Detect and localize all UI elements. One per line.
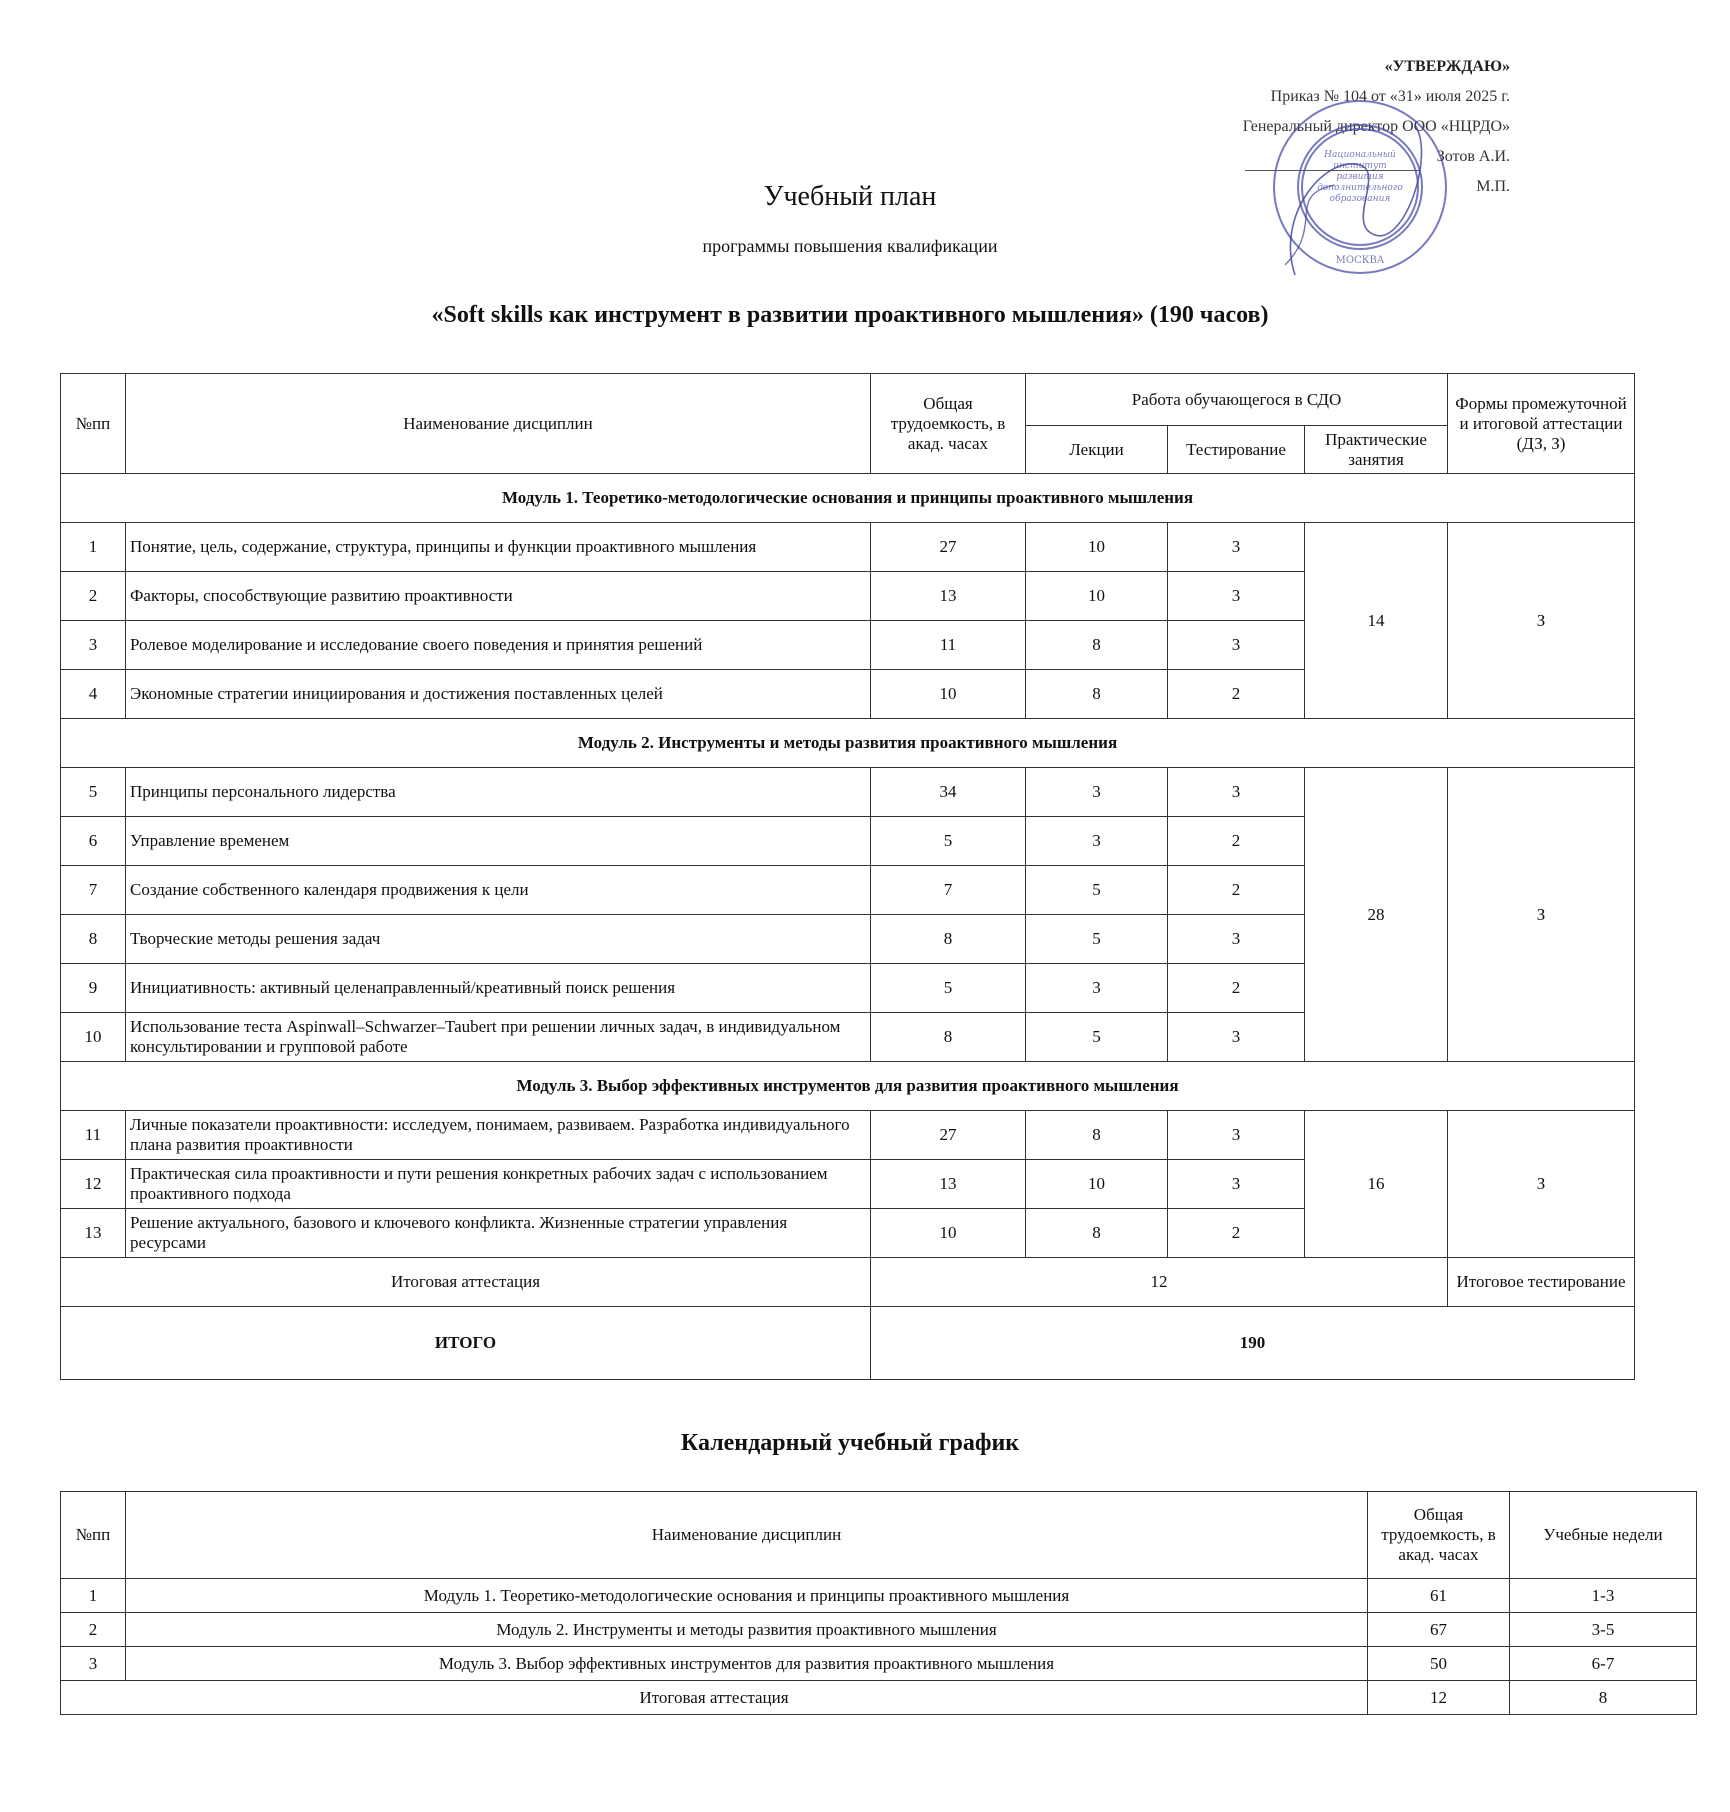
module-practice: 16	[1305, 1111, 1448, 1258]
calendar-row	[61, 1579, 1697, 1613]
row-num: 9	[61, 964, 126, 1013]
row-lectures: 3	[1026, 964, 1168, 1013]
cal-num: 2	[61, 1613, 126, 1647]
row-total: 7	[871, 866, 1026, 915]
row-lectures: 8	[1026, 621, 1168, 670]
row-testing: 3	[1168, 523, 1305, 572]
svg-text:институт: институт	[1333, 161, 1387, 171]
svg-text:Национальный: Национальный	[1324, 150, 1396, 160]
calendar-row	[61, 1647, 1697, 1681]
cal-hours: 50	[1368, 1647, 1510, 1681]
module-title: Модуль 2. Инструменты и методы развития проактивного мышления	[61, 719, 1635, 768]
cal-weeks: 6-7	[1510, 1647, 1697, 1681]
row-lectures: 3	[1026, 768, 1168, 817]
cal-final-hours: 12	[1368, 1681, 1510, 1715]
cal-header-weeks: Учебные недели	[1510, 1492, 1697, 1579]
cal-header-name: Наименование дисциплин	[126, 1492, 1368, 1579]
row-testing: 2	[1168, 964, 1305, 1013]
table-row	[61, 1111, 1635, 1160]
cal-final-weeks: 8	[1510, 1681, 1697, 1715]
cal-header-total: Общая трудоемкость, в акад. часах	[1368, 1492, 1510, 1579]
module-form: З	[1448, 523, 1635, 719]
final-form: Итоговое тестирование	[1448, 1258, 1635, 1307]
row-name: Управление временем	[126, 817, 871, 866]
module-practice: 14	[1305, 523, 1448, 719]
header-name: Наименование дисциплин	[126, 374, 871, 474]
row-total: 34	[871, 768, 1026, 817]
cal-header-num: №пп	[61, 1492, 126, 1579]
approval-seal-mark: М.П.	[1476, 178, 1510, 195]
program-title: «Soft skills как инструмент в развитии проактивного мышления» (190 часов)	[431, 302, 1269, 328]
header-forms: Формы промежуточной и итоговой аттестации (ДЗ, З)	[1448, 374, 1635, 474]
cal-final-label: Итоговая аттестация	[61, 1681, 1368, 1715]
row-lectures: 8	[1026, 1111, 1168, 1160]
row-lectures: 10	[1026, 572, 1168, 621]
row-total: 8	[871, 915, 1026, 964]
row-testing: 3	[1168, 621, 1305, 670]
row-name: Личные показатели проактивности: исследуем, понимаем, развиваем. Разработка индивидуального плана развития проактивности	[126, 1111, 871, 1160]
row-total: 27	[871, 523, 1026, 572]
row-lectures: 8	[1026, 670, 1168, 719]
module-form: З	[1448, 1111, 1635, 1258]
row-testing: 2	[1168, 866, 1305, 915]
total-hours: 190	[871, 1307, 1635, 1380]
row-num: 10	[61, 1013, 126, 1062]
svg-text:дополнительного: дополнительного	[1317, 183, 1403, 193]
svg-text:МОСКВА: МОСКВА	[1335, 255, 1385, 266]
row-testing: 3	[1168, 768, 1305, 817]
calendar-table	[60, 1491, 1697, 1715]
header-work: Работа обучающегося в СДО	[1026, 374, 1448, 426]
row-lectures: 5	[1026, 866, 1168, 915]
row-testing: 2	[1168, 670, 1305, 719]
table-header-row	[61, 374, 1635, 426]
row-testing: 3	[1168, 1160, 1305, 1209]
row-lectures: 5	[1026, 915, 1168, 964]
header-practice: Практические занятия	[1305, 426, 1448, 474]
row-num: 13	[61, 1209, 126, 1258]
row-total: 13	[871, 572, 1026, 621]
row-num: 7	[61, 866, 126, 915]
row-name: Использование теста Aspinwall–Schwarzer–Taubert при решении личных задач, в индивидуальном консультировании и групповой работе	[126, 1013, 871, 1062]
approval-name: Зотов А.И.	[1436, 148, 1510, 165]
approval-order: Приказ № 104 от «31» июля 2025 г.	[1270, 88, 1510, 105]
row-name: Создание собственного календаря продвижения к цели	[126, 866, 871, 915]
cal-hours: 61	[1368, 1579, 1510, 1613]
row-num: 2	[61, 572, 126, 621]
row-total: 5	[871, 817, 1026, 866]
total-row	[61, 1307, 1635, 1380]
module-title: Модуль 1. Теоретико-методологические основания и принципы проактивного мышления	[61, 474, 1635, 523]
row-num: 12	[61, 1160, 126, 1209]
header-num: №пп	[61, 374, 126, 474]
final-hours: 12	[871, 1258, 1448, 1307]
cal-name: Модуль 3. Выбор эффективных инструментов для развития проактивного мышления	[126, 1647, 1368, 1681]
row-num: 8	[61, 915, 126, 964]
row-name: Творческие методы решения задач	[126, 915, 871, 964]
row-lectures: 10	[1026, 523, 1168, 572]
row-num: 3	[61, 621, 126, 670]
row-name: Практическая сила проактивности и пути решения конкретных рабочих задач с использованием проактивного подхода	[126, 1160, 871, 1209]
header-total: Общая трудоемкость, в акад. часах	[871, 374, 1026, 474]
svg-text:развития: развития	[1336, 172, 1384, 182]
calendar-row	[61, 1613, 1697, 1647]
cal-num: 1	[61, 1579, 126, 1613]
row-name: Понятие, цель, содержание, структура, принципы и функции проактивного мышления	[126, 523, 871, 572]
row-testing: 2	[1168, 1209, 1305, 1258]
row-total: 11	[871, 621, 1026, 670]
row-num: 1	[61, 523, 126, 572]
row-total: 10	[871, 670, 1026, 719]
row-name: Решение актуального, базового и ключевого конфликта. Жизненные стратегии управления ресурсами	[126, 1209, 871, 1258]
row-testing: 3	[1168, 1013, 1305, 1062]
document-title: Учебный план	[763, 181, 937, 212]
final-attestation-row	[61, 1258, 1635, 1307]
cal-name: Модуль 2. Инструменты и методы развития проактивного мышления	[126, 1613, 1368, 1647]
row-num: 11	[61, 1111, 126, 1160]
row-num: 4	[61, 670, 126, 719]
row-name: Инициативность: активный целенаправленный/креативный поиск решения	[126, 964, 871, 1013]
row-name: Ролевое моделирование и исследование своего поведения и принятия решений	[126, 621, 871, 670]
row-total: 8	[871, 1013, 1026, 1062]
row-total: 10	[871, 1209, 1026, 1258]
row-lectures: 8	[1026, 1209, 1168, 1258]
row-name: Принципы персонального лидерства	[126, 768, 871, 817]
calendar-final-row	[61, 1681, 1697, 1715]
row-testing: 3	[1168, 915, 1305, 964]
row-num: 5	[61, 768, 126, 817]
document-subtitle: программы повышения квалификации	[702, 236, 998, 256]
row-lectures: 10	[1026, 1160, 1168, 1209]
row-name: Экономные стратегии инициирования и достижения поставленных целей	[126, 670, 871, 719]
row-total: 5	[871, 964, 1026, 1013]
cal-name: Модуль 1. Теоретико-методологические основания и принципы проактивного мышления	[126, 1579, 1368, 1613]
row-num: 6	[61, 817, 126, 866]
cal-weeks: 3-5	[1510, 1613, 1697, 1647]
row-total: 13	[871, 1160, 1026, 1209]
row-testing: 3	[1168, 1111, 1305, 1160]
final-label: Итоговая аттестация	[61, 1258, 871, 1307]
cal-num: 3	[61, 1647, 126, 1681]
cal-hours: 67	[1368, 1613, 1510, 1647]
table-row	[61, 523, 1635, 572]
svg-text:образования: образования	[1329, 194, 1391, 204]
calendar-header-row	[61, 1492, 1697, 1579]
cal-weeks: 1-3	[1510, 1579, 1697, 1613]
module-form: З	[1448, 768, 1635, 1062]
table-row	[61, 768, 1635, 817]
row-testing: 3	[1168, 572, 1305, 621]
row-lectures: 5	[1026, 1013, 1168, 1062]
row-testing: 2	[1168, 817, 1305, 866]
curriculum-table	[60, 373, 1635, 1380]
module-title: Модуль 3. Выбор эффективных инструментов для развития проактивного мышления	[61, 1062, 1635, 1111]
total-label: ИТОГО	[61, 1307, 871, 1380]
row-lectures: 3	[1026, 817, 1168, 866]
row-total: 27	[871, 1111, 1026, 1160]
header-testing: Тестирование	[1168, 426, 1305, 474]
approval-position: Генеральный директор ООО «НЦРДО»	[1242, 118, 1510, 135]
header-lectures: Лекции	[1026, 426, 1168, 474]
approval-heading: «УТВЕРЖДАЮ»	[1384, 58, 1510, 75]
row-name: Факторы, способствующие развитию проактивности	[126, 572, 871, 621]
calendar-title: Календарный учебный график	[680, 1430, 1020, 1456]
module-practice: 28	[1305, 768, 1448, 1062]
